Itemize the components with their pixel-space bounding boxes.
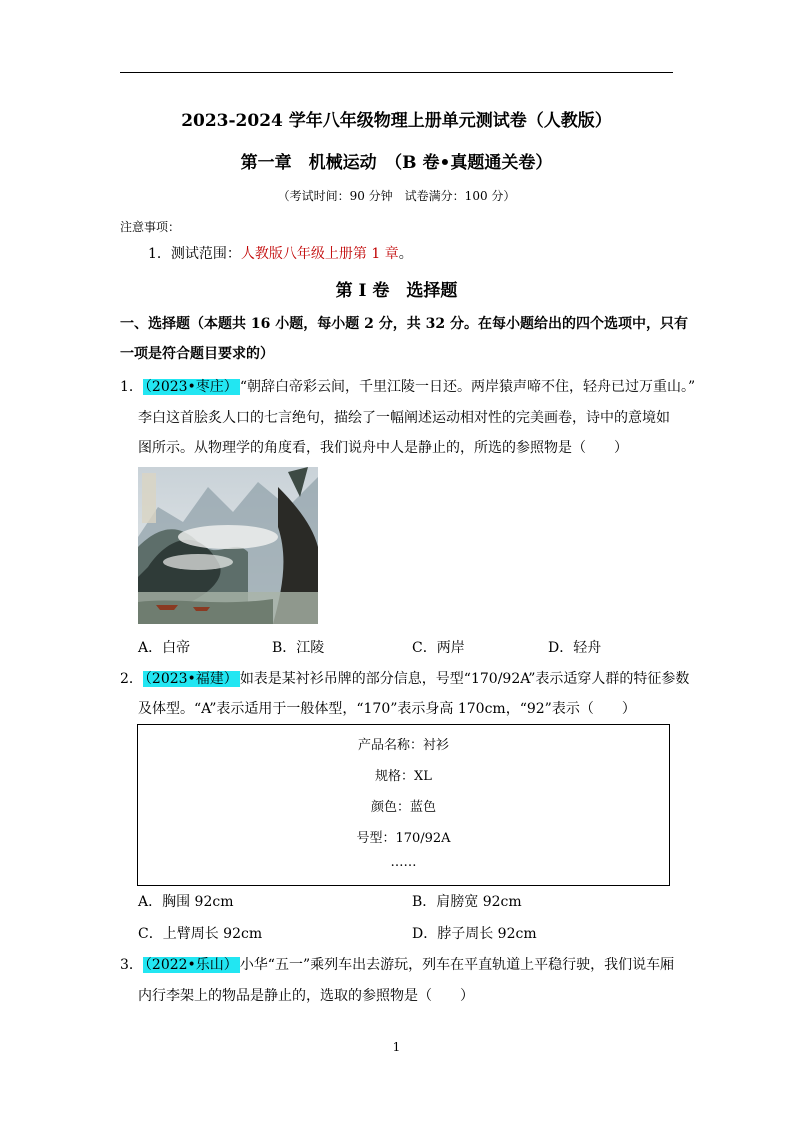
notes-item — [148, 243, 413, 265]
question-1 — [120, 376, 695, 398]
exam-info: （考试时间：90 分钟 试卷满分：100 分） — [277, 189, 516, 203]
label-color: 颜色：蓝色 — [370, 800, 436, 815]
option-c[interactable]: C．两岸 — [412, 640, 465, 656]
question-2 — [120, 668, 689, 690]
option-a[interactable]: A．白帝 — [138, 640, 191, 656]
shirt-label-box — [137, 724, 670, 886]
source-tag: （2022•乐山） — [144, 957, 238, 973]
question-3-line2: 内行李架上的物品是静止的，选取的参照物是（ ） — [138, 988, 474, 1004]
question-1-line2: 李白这首脍炙人口的七言绝句，描绘了一幅阐述运动相对性的完美画卷，诗中的意境如 — [138, 410, 670, 426]
option-c[interactable]: C．上臂周长 92cm — [138, 926, 263, 942]
landscape-painting-image — [138, 467, 318, 624]
notes-item-scope: 人教版八年级上册第 1 章 — [240, 246, 399, 262]
question-1-line3: 图所示。从物理学的角度看，我们说舟中人是静止的，所选的参照物是（ ） — [138, 440, 628, 456]
notes-heading: 注意事项： — [120, 220, 181, 234]
label-spec: 规格：XL — [375, 769, 432, 784]
option-b[interactable]: B．肩膀宽 92cm — [412, 894, 522, 910]
source-tag: （2023•福建） — [144, 671, 238, 687]
question-text-line1: 如表是某衬衫吊牌的部分信息，号型“170/92A”表示适穿人群的特征参数 — [239, 671, 690, 687]
option-d[interactable]: D．脖子周长 92cm — [412, 926, 537, 942]
page-number: 1 — [392, 1040, 401, 1054]
label-size: 号型：170/92A — [356, 831, 451, 846]
section-instructions-line1: 一、选择题（本题共 16 小题，每小题 2 分，共 32 分。在每小题给出的四个选项中，只有 — [120, 316, 688, 332]
header-rule — [120, 72, 673, 73]
question-2-line2: 及体型。“A”表示适用于一般体型，“170”表示身高 170cm，“92”表示（ ） — [138, 701, 636, 717]
label-ellipsis: …… — [390, 855, 417, 870]
question-number: 1． — [120, 379, 143, 395]
section-instructions-line2: 一项是符合题目要求的） — [120, 346, 274, 362]
page-subtitle: 第一章 机械运动 （B 卷•真题通关卷） — [240, 153, 553, 173]
source-tag: （2023•枣庄） — [144, 379, 238, 395]
question-text-line1: 小华“五一”乘列车出去游玩，列车在平直轨道上平稳行驶，我们说车厢 — [239, 957, 675, 973]
notes-item-prefix: 1．测试范围： — [148, 246, 241, 262]
question-3 — [120, 954, 674, 976]
question-text-line1: “朝辞白帝彩云间，千里江陵一日还。两岸猿声啼不住，轻舟已过万重山。” — [239, 379, 696, 395]
notes-item-suffix: 。 — [398, 246, 413, 262]
page-title: 2023-2024 学年八年级物理上册单元测试卷（人教版） — [181, 111, 612, 131]
option-a[interactable]: A．胸围 92cm — [138, 894, 234, 910]
question-number: 2． — [120, 671, 143, 687]
section-title: 第 I 卷 选择题 — [335, 281, 458, 301]
option-b[interactable]: B．江陵 — [272, 640, 325, 656]
label-product-name: 产品名称：衬衫 — [357, 738, 449, 753]
option-d[interactable]: D．轻舟 — [548, 640, 602, 656]
question-number: 3． — [120, 957, 143, 973]
